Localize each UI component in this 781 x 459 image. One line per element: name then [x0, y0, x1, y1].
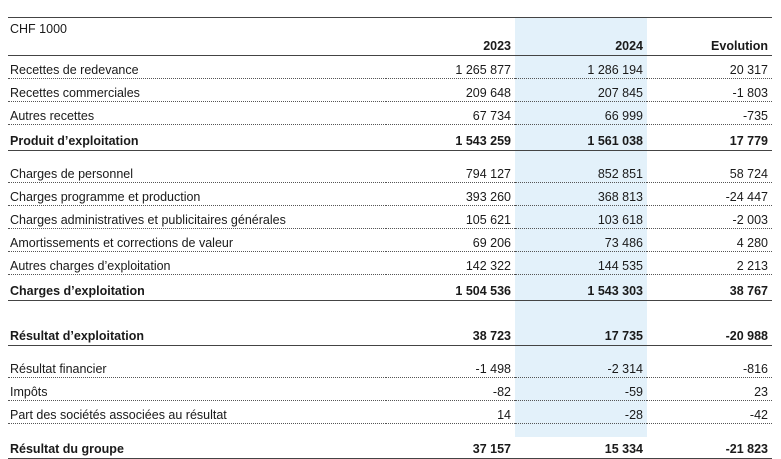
cell-evolution: -1 803 [647, 79, 772, 102]
table-row [8, 355, 772, 378]
table-row [8, 206, 772, 229]
cell-2023: 794 127 [386, 160, 515, 183]
cell-2024: 1 286 194 [515, 56, 647, 79]
cell-2024: 66 999 [515, 102, 647, 125]
cell-2023: 37 157 [386, 433, 515, 459]
row-label: Résultat financier [8, 355, 386, 378]
row-label: Charges de personnel [8, 160, 386, 183]
table-header [8, 18, 772, 56]
row-label: Amortissements et corrections de valeur [8, 229, 386, 252]
income-table [8, 17, 772, 459]
row-label: Charges d’exploitation [8, 275, 386, 301]
row-label: Charges administratives et publicitaires générales [8, 206, 386, 229]
cell-2023: -82 [386, 378, 515, 401]
unit-label: CHF 1000 [8, 18, 386, 56]
row-label: Résultat du groupe [8, 433, 386, 459]
cell-2024: 17 735 [515, 320, 647, 346]
cell-evolution: -42 [647, 401, 772, 424]
table-row [8, 229, 772, 252]
total-row [8, 320, 772, 346]
table-row [8, 56, 772, 79]
row-label: Recettes commerciales [8, 79, 386, 102]
cell-evolution: -2 003 [647, 206, 772, 229]
cell-evolution: -735 [647, 102, 772, 125]
row-label: Recettes de redevance [8, 56, 386, 79]
spacer-row [8, 424, 772, 434]
row-label: Produit d’exploitation [8, 125, 386, 151]
cell-2023: 105 621 [386, 206, 515, 229]
table-row [8, 401, 772, 424]
row-label: Part des sociétés associées au résultat [8, 401, 386, 424]
total-row [8, 433, 772, 459]
column-header-evolution: Evolution [647, 18, 772, 56]
cell-2024: 73 486 [515, 229, 647, 252]
cell-2024: 368 813 [515, 183, 647, 206]
spacer-row [8, 301, 772, 321]
cell-2023: 14 [386, 401, 515, 424]
cell-2024: 15 334 [515, 433, 647, 459]
cell-2024: 1 561 038 [515, 125, 647, 151]
cell-evolution: 4 280 [647, 229, 772, 252]
cell-evolution: -21 823 [647, 433, 772, 459]
cell-2024: 207 845 [515, 79, 647, 102]
total-row [8, 275, 772, 301]
spacer-row [8, 346, 772, 356]
cell-2023: 393 260 [386, 183, 515, 206]
cell-evolution: 2 213 [647, 252, 772, 275]
cell-2023: -1 498 [386, 355, 515, 378]
cell-evolution: 23 [647, 378, 772, 401]
row-label: Charges programme et production [8, 183, 386, 206]
cell-evolution: -20 988 [647, 320, 772, 346]
cell-2024: 1 543 303 [515, 275, 647, 301]
cell-2024: 852 851 [515, 160, 647, 183]
cell-2024: -2 314 [515, 355, 647, 378]
table-row [8, 183, 772, 206]
cell-evolution: -24 447 [647, 183, 772, 206]
cell-evolution: 38 767 [647, 275, 772, 301]
cell-2023: 1 504 536 [386, 275, 515, 301]
cell-evolution: 17 779 [647, 125, 772, 151]
table-row [8, 252, 772, 275]
cell-2023: 38 723 [386, 320, 515, 346]
table-row [8, 378, 772, 401]
cell-evolution: 20 317 [647, 56, 772, 79]
cell-2023: 1 543 259 [386, 125, 515, 151]
cell-evolution: 58 724 [647, 160, 772, 183]
cell-2024: -28 [515, 401, 647, 424]
cell-2023: 209 648 [386, 79, 515, 102]
cell-2024: -59 [515, 378, 647, 401]
cell-2023: 69 206 [386, 229, 515, 252]
table-row [8, 79, 772, 102]
column-header-2024: 2024 [515, 18, 647, 56]
table-row [8, 102, 772, 125]
cell-2024: 144 535 [515, 252, 647, 275]
row-label: Impôts [8, 378, 386, 401]
row-label: Résultat d’exploitation [8, 320, 386, 346]
row-label: Autres recettes [8, 102, 386, 125]
column-header-2023: 2023 [386, 18, 515, 56]
table-row [8, 160, 772, 183]
row-label: Autres charges d’exploitation [8, 252, 386, 275]
cell-2023: 1 265 877 [386, 56, 515, 79]
cell-evolution: -816 [647, 355, 772, 378]
total-row [8, 125, 772, 151]
cell-2023: 142 322 [386, 252, 515, 275]
spacer-row [8, 151, 772, 161]
cell-2024: 103 618 [515, 206, 647, 229]
cell-2023: 67 734 [386, 102, 515, 125]
